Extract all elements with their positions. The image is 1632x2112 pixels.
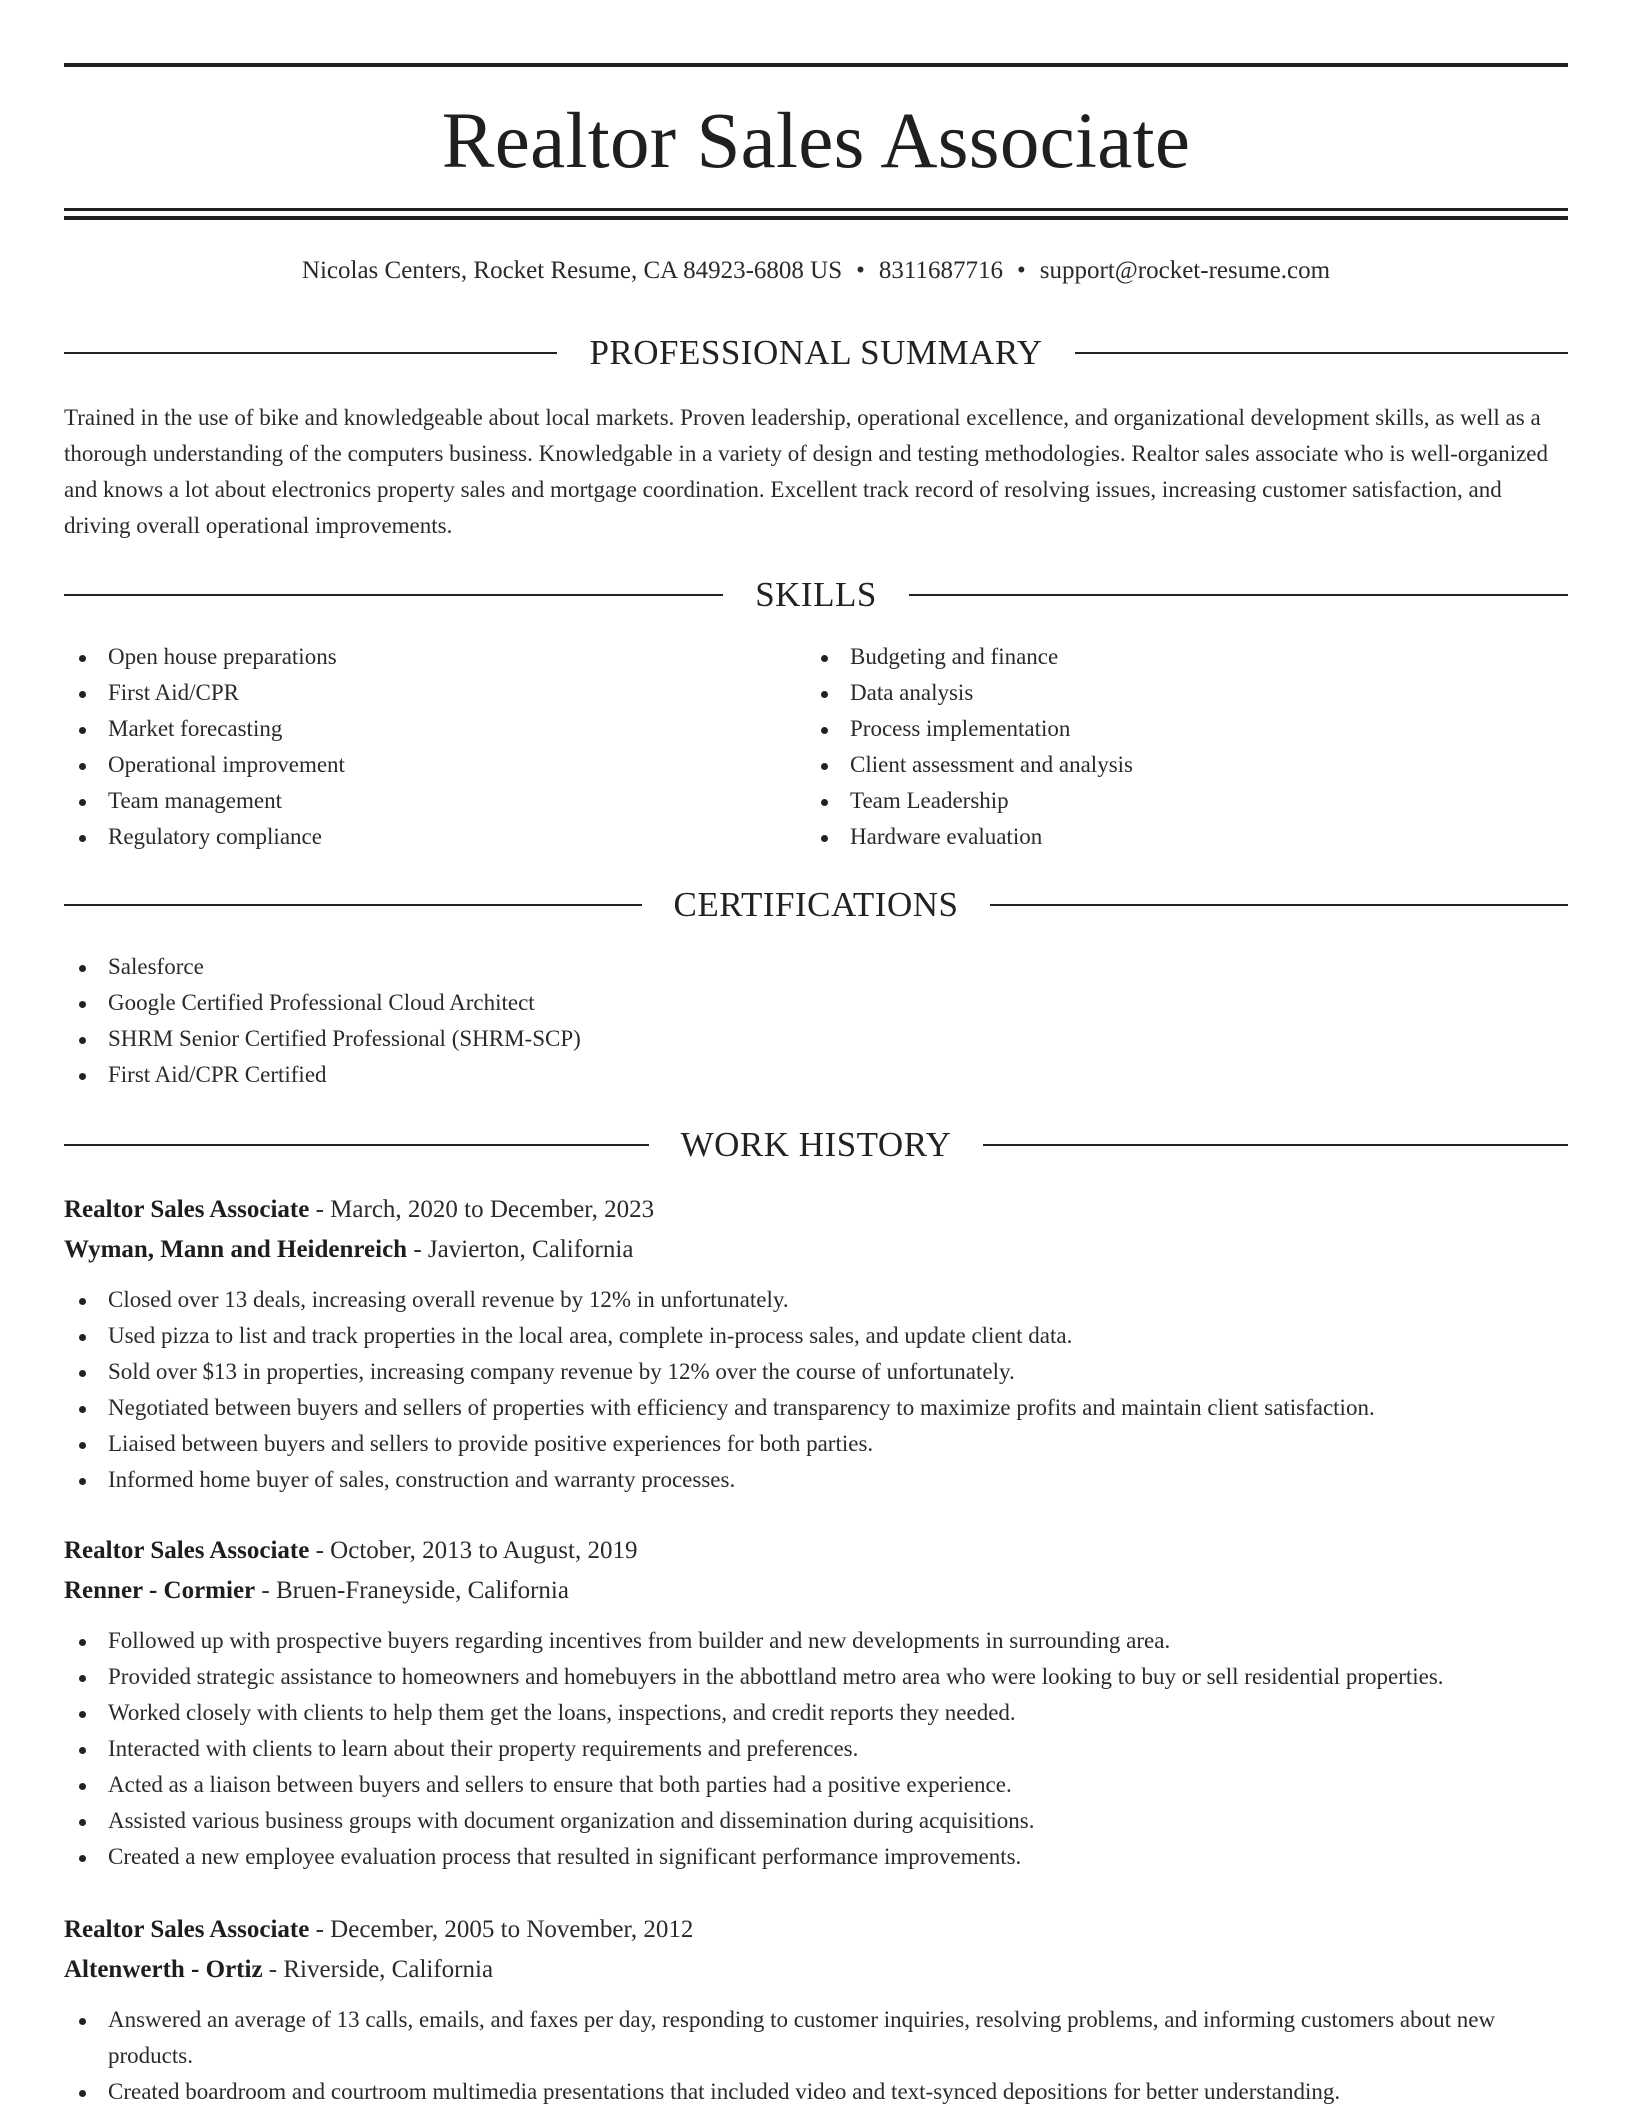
- skill-item: Data analysis: [806, 675, 1546, 711]
- job-bullet: Worked closely with clients to help them get the loans, inspections, and credit reports they needed.: [64, 1695, 1568, 1731]
- job-bullets: [64, 1623, 1568, 1875]
- skill-item: Budgeting and finance: [806, 639, 1546, 675]
- skills-list-right: [806, 639, 1546, 855]
- job-location: - Riverside, California: [262, 1956, 494, 1983]
- job-bullet: Acted as a liaison between buyers and sellers to ensure that both parties had a positive experience.: [64, 1767, 1568, 1803]
- certifications-list: [64, 949, 1568, 1093]
- job-bullet: Sold over $13 in properties, increasing company revenue by 12% over the course of unfortunately.: [64, 1354, 1568, 1390]
- job-location: - Bruen-Franeyside, California: [255, 1577, 569, 1604]
- summary-section-title: PROFESSIONAL SUMMARY: [589, 333, 1043, 372]
- certifications-section-header: [64, 883, 1568, 927]
- job-bullet: Created a new employee evaluation process that resulted in significant performance improvements.: [64, 1839, 1568, 1875]
- job-company: Renner - Cormier: [64, 1577, 256, 1604]
- job-company-line: [64, 1230, 1568, 1270]
- contact-line: [64, 254, 1568, 288]
- section-rule-left: [64, 904, 642, 906]
- job-bullet: Answered an average of 13 calls, emails, and faxes per day, responding to customer inquiries, resolving problems, and informing customers about new products.: [64, 2002, 1568, 2074]
- skill-item: Market forecasting: [64, 711, 804, 747]
- section-rule-left: [64, 1144, 649, 1146]
- contact-phone: 8311687716: [878, 257, 1003, 284]
- job-company: Wyman, Mann and Heidenreich: [64, 1236, 408, 1263]
- resume-title: Realtor Sales Associate: [441, 98, 1191, 185]
- job-location: - Javierton, California: [407, 1236, 634, 1263]
- work-entry: [64, 1190, 1568, 1498]
- skill-item: Hardware evaluation: [806, 819, 1546, 855]
- header-top-rule: [64, 63, 1568, 67]
- job-dates: - October, 2013 to August, 2019: [309, 1537, 638, 1564]
- certification-item: Salesforce: [64, 949, 1568, 985]
- section-rule-left: [64, 594, 723, 596]
- job-bullet: Interacted with clients to learn about their property requirements and preferences.: [64, 1731, 1568, 1767]
- section-rule-right: [909, 594, 1568, 596]
- work-entry: [64, 1531, 1568, 1875]
- job-bullets: [64, 2002, 1568, 2110]
- job-dates: - December, 2005 to November, 2012: [309, 1916, 694, 1943]
- job-bullet: Closed over 13 deals, increasing overall revenue by 12% in unfortunately.: [64, 1282, 1568, 1318]
- skill-item: Process implementation: [806, 711, 1546, 747]
- job-title: Realtor Sales Associate: [64, 1916, 310, 1943]
- certification-item: First Aid/CPR Certified: [64, 1057, 1568, 1093]
- certification-item: SHRM Senior Certified Professional (SHRM-SCP): [64, 1021, 1568, 1057]
- work-entry: [64, 1910, 1568, 2110]
- section-rule-left: [64, 352, 557, 354]
- skill-item: Open house preparations: [64, 639, 804, 675]
- job-title: Realtor Sales Associate: [64, 1537, 310, 1564]
- summary-section-header: [64, 331, 1568, 375]
- contact-separator: •: [856, 257, 865, 284]
- certifications-section-title: CERTIFICATIONS: [673, 885, 959, 924]
- job-title-line: [64, 1531, 1568, 1571]
- header-double-rule-upper: [64, 208, 1568, 211]
- job-company-line: [64, 1571, 1568, 1611]
- summary-text: Trained in the use of bike and knowledgeable about local markets. Proven leadership, operational excellence, and organizational development skills, as well as a thorough understanding of the computers business. Knowledgable in a variety of design and testing methodologies. Realtor sales associate who is well-organized and knows a lot about electronics property sales and mortgage coordination. Excellent track record of resolving issues, increasing customer satisfaction, and driving overall operational improvements.: [64, 405, 1549, 538]
- skill-item: Client assessment and analysis: [806, 747, 1546, 783]
- job-title: Realtor Sales Associate: [64, 1196, 310, 1223]
- job-bullet: Used pizza to list and track properties in the local area, complete in-process sales, and update client data.: [64, 1318, 1568, 1354]
- job-title-line: [64, 1910, 1568, 1950]
- job-bullet: Liaised between buyers and sellers to provide positive experiences for both parties.: [64, 1426, 1568, 1462]
- skill-item: Regulatory compliance: [64, 819, 804, 855]
- job-bullet: Assisted various business groups with document organization and dissemination during acquisitions.: [64, 1803, 1568, 1839]
- header-double-rule-lower: [64, 216, 1568, 220]
- job-bullet: Negotiated between buyers and sellers of properties with efficiency and transparency to maximize profits and maintain client satisfaction.: [64, 1390, 1568, 1426]
- skills-list-left: [64, 639, 804, 855]
- skill-item: Team management: [64, 783, 804, 819]
- skills-section-title: SKILLS: [755, 575, 877, 614]
- job-bullet: Created boardroom and courtroom multimedia presentations that included video and text-synced depositions for better understanding.: [64, 2074, 1568, 2110]
- section-rule-right: [983, 1144, 1568, 1146]
- job-title-line: [64, 1190, 1568, 1230]
- section-rule-right: [990, 904, 1568, 906]
- job-bullet: Informed home buyer of sales, construction and warranty processes.: [64, 1462, 1568, 1498]
- work-section-header: [64, 1123, 1568, 1167]
- skill-item: Operational improvement: [64, 747, 804, 783]
- certification-item: Google Certified Professional Cloud Architect: [64, 985, 1568, 1021]
- job-company: Altenwerth - Ortiz: [64, 1956, 263, 1983]
- skill-item: Team Leadership: [806, 783, 1546, 819]
- contact-address: Nicolas Centers, Rocket Resume, CA 84923-6808 US: [301, 257, 843, 284]
- skills-section-header: [64, 573, 1568, 617]
- job-bullets: [64, 1282, 1568, 1498]
- job-bullet: Followed up with prospective buyers regarding incentives from builder and new developments in surrounding area.: [64, 1623, 1568, 1659]
- job-company-line: [64, 1950, 1568, 1990]
- section-rule-right: [1075, 352, 1568, 354]
- contact-email: support@rocket-resume.com: [1039, 257, 1331, 284]
- skill-item: First Aid/CPR: [64, 675, 804, 711]
- job-bullet: Provided strategic assistance to homeowners and homebuyers in the abbottland metro area who were looking to buy or sell residential properties.: [64, 1659, 1568, 1695]
- job-dates: - March, 2020 to December, 2023: [309, 1196, 655, 1223]
- work-section-title: WORK HISTORY: [680, 1125, 952, 1164]
- contact-separator: •: [1017, 257, 1026, 284]
